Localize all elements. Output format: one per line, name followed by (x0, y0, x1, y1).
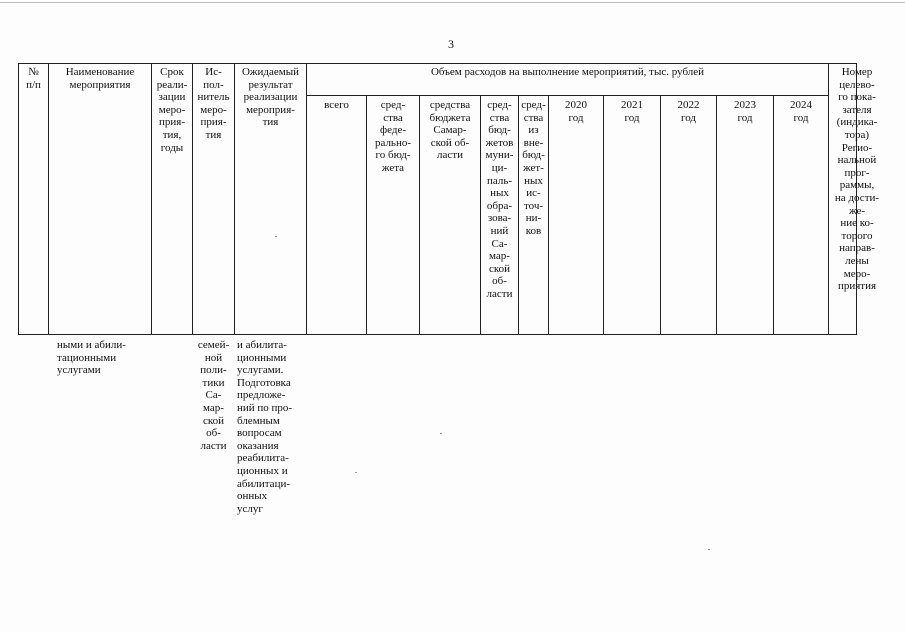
expenses-subheader-border (306, 95, 828, 96)
col-border (548, 95, 549, 335)
subheader-municipal: сред- ства бюд- жетов муни- ци- паль- ных обра- зова- ний Са- мар- ской об- ласти (485, 99, 514, 300)
subheader-2023: 2023 год (734, 99, 756, 124)
header-executor: Ис- пол- нитель меро- прия- тия (197, 66, 230, 141)
row-name: ными и абили- тационными услугами (57, 339, 126, 377)
header-term: Срок реали- зации меро- прия- тия, годы (156, 66, 188, 154)
header-indicator: Номер целево- го пока- зателя (индика- тора) Регио- нальной прог- раммы, на дости- же- ние ко- торого направ- лены меро- приятия (834, 66, 880, 293)
header-num: № п/п (26, 66, 41, 91)
subheader-2022: 2022 год (677, 99, 700, 124)
table-top-border (18, 63, 856, 64)
row-executor: семей- ной пoли- тики Са- мар- ской об- ласти (197, 339, 230, 452)
col-border (660, 95, 661, 335)
col-border (716, 95, 717, 335)
scan-speck (440, 433, 442, 434)
subheader-2021: 2021 год (621, 99, 643, 124)
table-bottom-border (18, 334, 856, 335)
subheader-2024: 2024 год (790, 99, 812, 124)
header-result: Ожидаемый результат реализации мероприя- тия (241, 66, 300, 129)
subheader-federal: сред- ства феде- рально- го бюд- жета (374, 99, 412, 174)
row-result: и абилита- ционными услугами. Подготовка предложе- ний по про- блемным вопросам оказания реабилита- ционных и абилитаци- онных услуг (237, 339, 293, 515)
page-number: 3 (448, 37, 454, 51)
header-name: Наименование мероприятия (65, 66, 135, 91)
subheader-extra: сред- ства из вне- бюд- жет- ных ис- точ- ни- ков (521, 99, 546, 237)
col-border (603, 95, 604, 335)
col-border (773, 95, 774, 335)
scan-speck (708, 549, 710, 550)
col-border (48, 63, 49, 335)
scan-speck (275, 236, 277, 237)
subheader-2020: 2020 год (565, 99, 587, 124)
subheader-regional: средства бюджета Самар- ской об- ласти (429, 99, 471, 162)
header-expenses: Объем расходов на выполнение мероприятий, тыс. рублей (430, 66, 705, 78)
subheader-total: всего (324, 99, 349, 111)
col-border (18, 63, 19, 335)
page-top-edge (0, 2, 905, 3)
scan-speck (355, 472, 357, 473)
